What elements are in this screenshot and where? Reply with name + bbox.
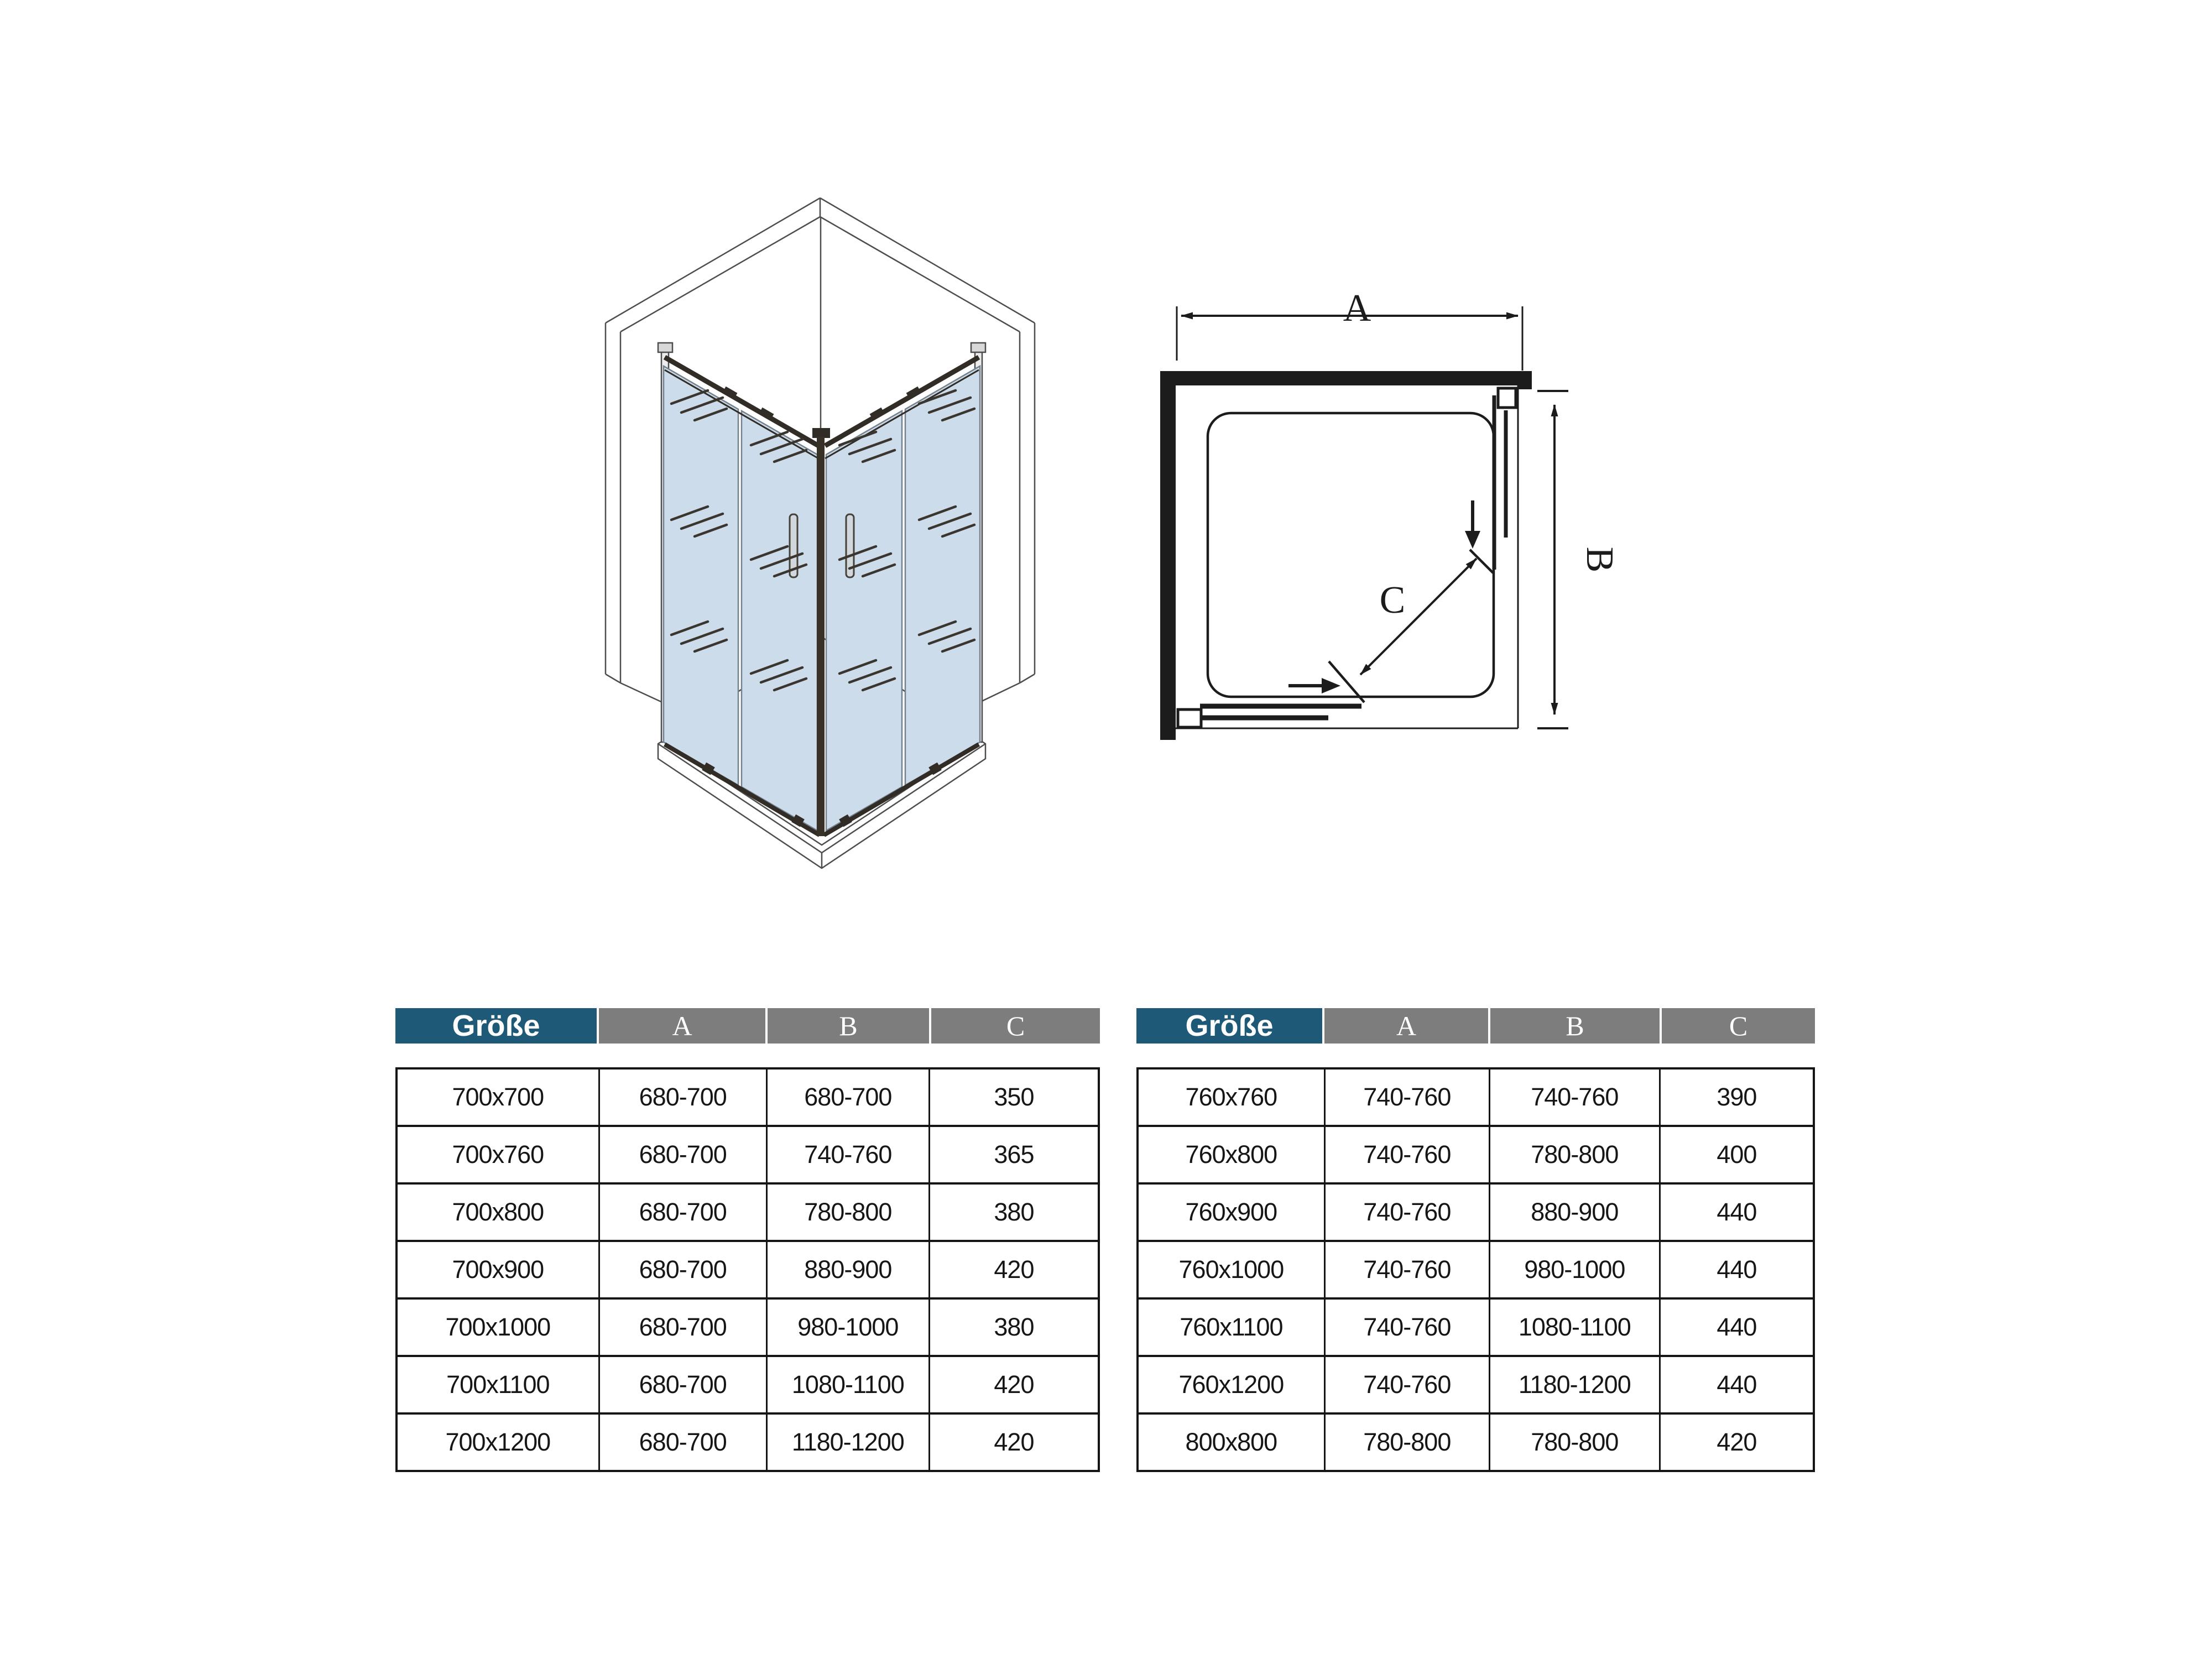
cell-c: 420 [1661, 1415, 1813, 1470]
enclosure-frame [1176, 385, 1518, 728]
cell-b: 740-760 [768, 1127, 930, 1182]
cell-c: 420 [930, 1242, 1098, 1297]
header-size: Größe [1136, 1008, 1324, 1044]
table-row [398, 1357, 1098, 1415]
cell-b: 1180-1200 [768, 1415, 930, 1470]
dim-c-line [1360, 559, 1477, 675]
cell-a: 740-760 [1326, 1127, 1490, 1182]
header-c: C [1662, 1008, 1815, 1044]
cell-b: 1080-1100 [768, 1357, 930, 1412]
cell-size: 760x1000 [1139, 1242, 1326, 1297]
table-row [398, 1070, 1098, 1127]
cell-size: 760x760 [1139, 1070, 1326, 1125]
cell-size: 760x1200 [1139, 1357, 1326, 1412]
size-table-left [395, 1008, 1100, 1472]
cell-size: 700x1200 [398, 1415, 600, 1470]
cell-a: 740-760 [1326, 1300, 1490, 1355]
cell-size: 760x900 [1139, 1185, 1326, 1240]
cell-c: 440 [1661, 1185, 1813, 1240]
cell-c: 440 [1661, 1357, 1813, 1412]
cell-a: 680-700 [600, 1415, 768, 1470]
table-row [1139, 1185, 1813, 1242]
cell-b: 780-800 [768, 1185, 930, 1240]
cell-a: 680-700 [600, 1127, 768, 1182]
table-row [1139, 1300, 1813, 1357]
cell-b: 780-800 [1490, 1415, 1661, 1470]
table-row [1139, 1357, 1813, 1415]
header-b: B [1490, 1008, 1662, 1044]
table-row [398, 1242, 1098, 1300]
table-row [398, 1415, 1098, 1470]
table-row [1139, 1070, 1813, 1127]
cell-c: 365 [930, 1127, 1098, 1182]
cell-size: 700x900 [398, 1242, 600, 1297]
table-row [1139, 1127, 1813, 1185]
header-b: B [768, 1008, 931, 1044]
cell-b: 780-800 [1490, 1127, 1661, 1182]
plan-door-bottom [1178, 661, 1364, 727]
cell-a: 680-700 [600, 1070, 768, 1125]
cell-b: 980-1000 [1490, 1242, 1661, 1297]
cell-c: 400 [1661, 1127, 1813, 1182]
dim-c-label: C [1379, 579, 1406, 622]
size-table-right [1136, 1008, 1815, 1472]
cell-a: 680-700 [600, 1185, 768, 1240]
table-row [1139, 1242, 1813, 1300]
table-row [398, 1127, 1098, 1185]
cell-size: 700x1000 [398, 1300, 600, 1355]
header-a: A [1324, 1008, 1490, 1044]
cell-b: 1080-1100 [1490, 1300, 1661, 1355]
cell-a: 680-700 [600, 1357, 768, 1412]
cell-a: 780-800 [1326, 1415, 1490, 1470]
cell-b: 1180-1200 [1490, 1357, 1661, 1412]
cell-size: 800x800 [1139, 1415, 1326, 1470]
table-row [1139, 1415, 1813, 1470]
cell-a: 740-760 [1326, 1185, 1490, 1240]
header-a: A [599, 1008, 768, 1044]
cell-a: 680-700 [600, 1242, 768, 1297]
cell-c: 350 [930, 1070, 1098, 1125]
cell-c: 440 [1661, 1300, 1813, 1355]
cell-a: 740-760 [1326, 1070, 1490, 1125]
cell-size: 760x800 [1139, 1127, 1326, 1182]
cell-a: 740-760 [1326, 1357, 1490, 1412]
cell-a: 680-700 [600, 1300, 768, 1355]
cell-b: 740-760 [1490, 1070, 1661, 1125]
cell-b: 880-900 [1490, 1185, 1661, 1240]
plan-tray-outline [1208, 413, 1494, 697]
dim-b-label: B [1578, 546, 1621, 573]
cell-a: 740-760 [1326, 1242, 1490, 1297]
dim-a-label: A [1343, 287, 1371, 330]
table-row [398, 1300, 1098, 1357]
header-c: C [931, 1008, 1100, 1044]
cell-c: 380 [930, 1185, 1098, 1240]
cell-size: 700x1100 [398, 1357, 600, 1412]
cell-size: 760x1100 [1139, 1300, 1326, 1355]
size-table-right-body [1136, 1067, 1815, 1472]
cell-c: 420 [930, 1415, 1098, 1470]
plan-door-right [1465, 388, 1516, 573]
cell-c: 420 [930, 1357, 1098, 1412]
cell-b: 680-700 [768, 1070, 930, 1125]
size-table-left-header [395, 1008, 1100, 1044]
cell-c: 440 [1661, 1242, 1813, 1297]
cell-c: 390 [1661, 1070, 1813, 1125]
table-row [398, 1185, 1098, 1242]
header-size: Größe [395, 1008, 599, 1044]
cell-size: 700x800 [398, 1185, 600, 1240]
cell-size: 700x760 [398, 1127, 600, 1182]
cell-size: 700x700 [398, 1070, 600, 1125]
size-table-right-header [1136, 1008, 1815, 1044]
iso-shower-drawing [581, 182, 1067, 885]
cell-c: 380 [930, 1300, 1098, 1355]
cell-b: 980-1000 [768, 1300, 930, 1355]
size-table-left-body [395, 1067, 1100, 1472]
cell-b: 880-900 [768, 1242, 930, 1297]
plan-diagram [1150, 265, 1681, 807]
